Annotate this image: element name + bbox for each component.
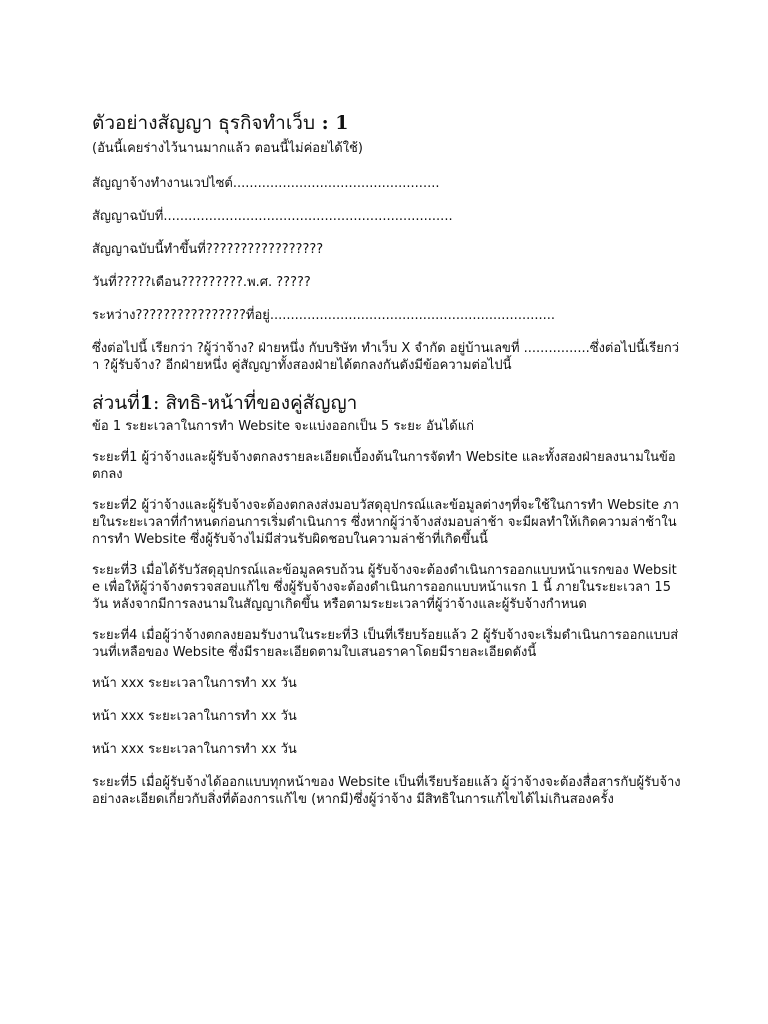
document-page — [92, 110, 682, 808]
page-line-2: หน้า xxx ระยะเวลาในการทำ xx วัน — [92, 709, 297, 724]
section-number: 1 — [139, 392, 154, 414]
contract-parties-paragraph: ซึ่งต่อไปนี้ เรียกว่า ?ผู้ว่าจ้าง? ฝ่ายหนึ่ง กับบริษัท ทำเว็บ X จำกัด อยู่บ้านเลขที่ ................ซึ่งต่อไปนี้เรียกว่า ?ผู้รับจ้าง? อีกฝ่ายหนึ่ง คู่สัญญาทั้งสองฝ่ายได้ตกลงกันดังมีข้อความต่อไปนี้ — [92, 341, 680, 373]
section-title: : สิทธิ-หน้าที่ของคู่สัญญา — [153, 392, 358, 414]
phase-1: ระยะที่1 ผู้ว่าจ้างและผู้รับจ้างตกลงรายละเอียดเบื้องต้นในการจัดทำ Website และทั้งสองฝ่ายลงนามในข้อตกลง — [92, 450, 676, 482]
contract-date-line: วันที่?????เดือน?????????.พ.ศ. ????? — [92, 275, 311, 290]
page-line-1: หน้า xxx ระยะเวลาในการทำ xx วัน — [92, 676, 297, 691]
phase-4: ระยะที่4 เมื่อผู้ว่าจ้างตกลงยอมรับงานในระยะที่3 เป็นที่เรียบร้อยแล้ว 2 ผู้รับจ้างจะเริ่มดำเนินการออกแบบส่วนที่เหลือของ Website ซึ่งมีรายละเอียดตามใบเสนอราคาโดยมีรายละเอียดดังนี้ — [92, 628, 679, 660]
document-note: (อันนี้เคยร่างไว้นานมากแล้ว ตอนนี้ไม่ค่อยได้ใช้) — [92, 141, 363, 156]
contract-place-line: สัญญาฉบับนี้ทำขึ้นที่????????????????? — [92, 242, 324, 257]
document-title — [92, 110, 682, 136]
clause-1: ข้อ 1 ระยะเวลาในการทำ Website จะแบ่งออกเป็น 5 ระยะ อันได้แก่ — [92, 419, 474, 434]
contract-between-line: ระหว่าง????????????????ที่อยู่..................................................................... — [92, 308, 556, 323]
contract-name-line: สัญญาจ้างทำงานเวปไซต์.................................................. — [92, 176, 440, 191]
title-number: : 1 — [315, 112, 349, 134]
section-prefix: ส่วนที่ — [92, 392, 140, 414]
page-line-3: หน้า xxx ระยะเวลาในการทำ xx วัน — [92, 742, 297, 757]
phase-5: ระยะที่5 เมื่อผู้รับจ้างได้ออกแบบทุกหน้าของ Website เป็นที่เรียบร้อยแล้ว ผู้ว่าจ้างจะต้องสื่อสารกับผู้รับจ้างอย่างละเอียดเกี่ยวกับสิ่งที่ต้องการแก้ไข (หากมี)ซึ่งผู้ว่าจ้าง มีสิทธิในการแก้ไขได้ไม่เกินสองครั้ง — [92, 775, 681, 807]
title-main: ตัวอย่างสัญญา ธุรกิจทำเว็บ — [92, 112, 316, 134]
contract-number-line: สัญญาฉบับที่...................................................................... — [92, 209, 453, 224]
phase-2: ระยะที่2 ผู้ว่าจ้างและผู้รับจ้างจะต้องตกลงส่งมอบวัสดุอุปกรณ์และข้อมูลต่างๆที่จะใช้ในการทำ Website ภายในระยะเวลาที่กำหนดก่อนการเริ่มดำเนินการ ซึ่งหากผู้ว่าจ้างส่งมอบล่าช้า จะมีผลทำให้เกิดความล่าช้าในการทำ Website ซึ่งผู้รับจ้างไม่มีส่วนรับผิดชอบในความล่าช้าที่เกิดขึ้นนี้ — [92, 498, 680, 547]
phase-3: ระยะที่3 เมื่อได้รับวัสดุอุปกรณ์และข้อมูลครบถ้วน ผู้รับจ้างจะต้องดำเนินการออกแบบหน้าแรกของ Website เพื่อให้ผู้ว่าจ้างตรวจสอบแก้ไข ซึ่งผู้รับจ้างจะต้องดำเนินการออกแบบหน้าแรก 1 นี้ ภายในระยะเวลา 15 วัน หลังจากมีการลงนามในสัญญาเกิดขึ้น หรือตามระยะเวลาที่ผู้ว่าจ้างและผู้รับจ้างกำหนด — [92, 563, 677, 612]
section-heading — [92, 390, 682, 416]
